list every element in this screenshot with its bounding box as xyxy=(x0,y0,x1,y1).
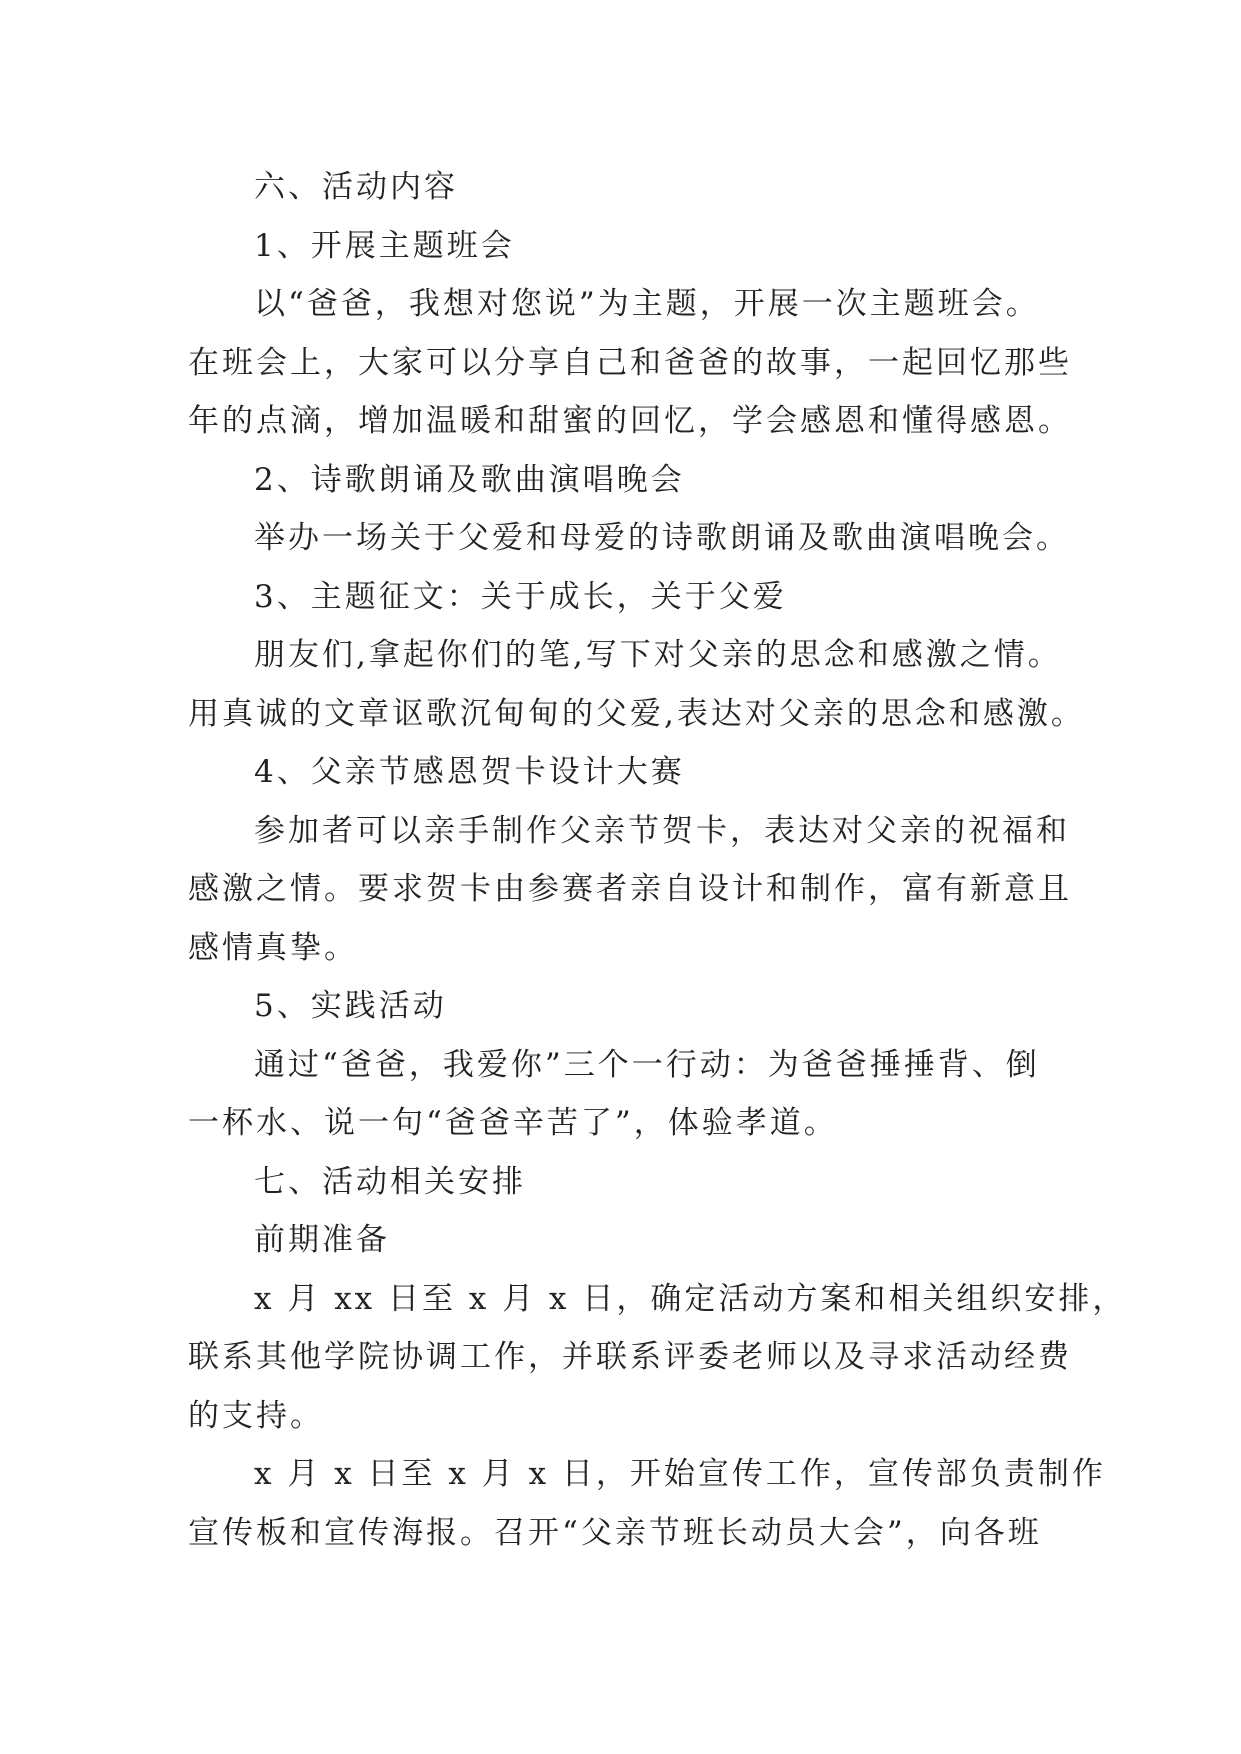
section-heading: 六、活动内容 xyxy=(254,169,458,205)
section-heading: 七、活动相关安排 xyxy=(254,1163,526,1200)
paragraph-line: 通过“爸爸，我爱你”三个一行动：为爸爸捶捶背、倒 xyxy=(254,1046,1040,1083)
item-heading: 1、开展主题班会 xyxy=(254,227,515,264)
paragraph-line: 参加者可以亲手制作父亲节贺卡，表达对父亲的祝福和 xyxy=(254,812,1070,849)
paragraph-line: 一杯水、说一句“爸爸辛苦了”，体验孝道。 xyxy=(188,1105,838,1141)
paragraph-line: 感激之情。要求贺卡由参赛者亲自设计和制作，富有新意且 xyxy=(188,871,1072,907)
item-heading: 2、诗歌朗诵及歌曲演唱晚会 xyxy=(254,461,685,498)
paragraph-line: x 月 x 日至 x 月 x 日，开始宣传工作，宣传部负责制作 xyxy=(254,1456,1106,1492)
item-heading: 5、实践活动 xyxy=(254,988,447,1024)
item-heading: 4、父亲节感恩贺卡设计大赛 xyxy=(254,754,685,790)
subsection-heading: 前期准备 xyxy=(254,1222,390,1258)
paragraph-line: 在班会上，大家可以分享自己和爸爸的故事，一起回忆那些 xyxy=(188,344,1072,381)
paragraph-line: 举办一场关于父爱和母爱的诗歌朗诵及歌曲演唱晚会。 xyxy=(254,520,1070,556)
paragraph-line: 宣传板和宣传海报。召开“父亲节班长动员大会”，向各班 xyxy=(188,1514,1042,1551)
paragraph-line: 感情真挚。 xyxy=(188,929,358,966)
paragraph-line: 的支持。 xyxy=(188,1397,324,1434)
paragraph-line: 朋友们,拿起你们的笔,写下对父亲的思念和感激之情。 xyxy=(254,637,1062,673)
paragraph-line: x 月 xx 日至 x 月 x 日，确定活动方案和相关组织安排， xyxy=(254,1280,1127,1317)
paragraph-line: 用真诚的文章讴歌沉甸甸的父爱,表达对父亲的思念和感激。 xyxy=(188,695,1085,732)
document-body xyxy=(188,158,1127,1562)
paragraph-line: 年的点滴，增加温暖和甜蜜的回忆，学会感恩和懂得感恩。 xyxy=(188,403,1072,439)
item-heading: 3、主题征文：关于成长，关于父爱 xyxy=(254,578,787,615)
paragraph-line: 联系其他学院协调工作，并联系评委老师以及寻求活动经费 xyxy=(188,1339,1072,1375)
paragraph-line: 以“爸爸，我想对您说”为主题，开展一次主题班会。 xyxy=(254,286,1040,322)
